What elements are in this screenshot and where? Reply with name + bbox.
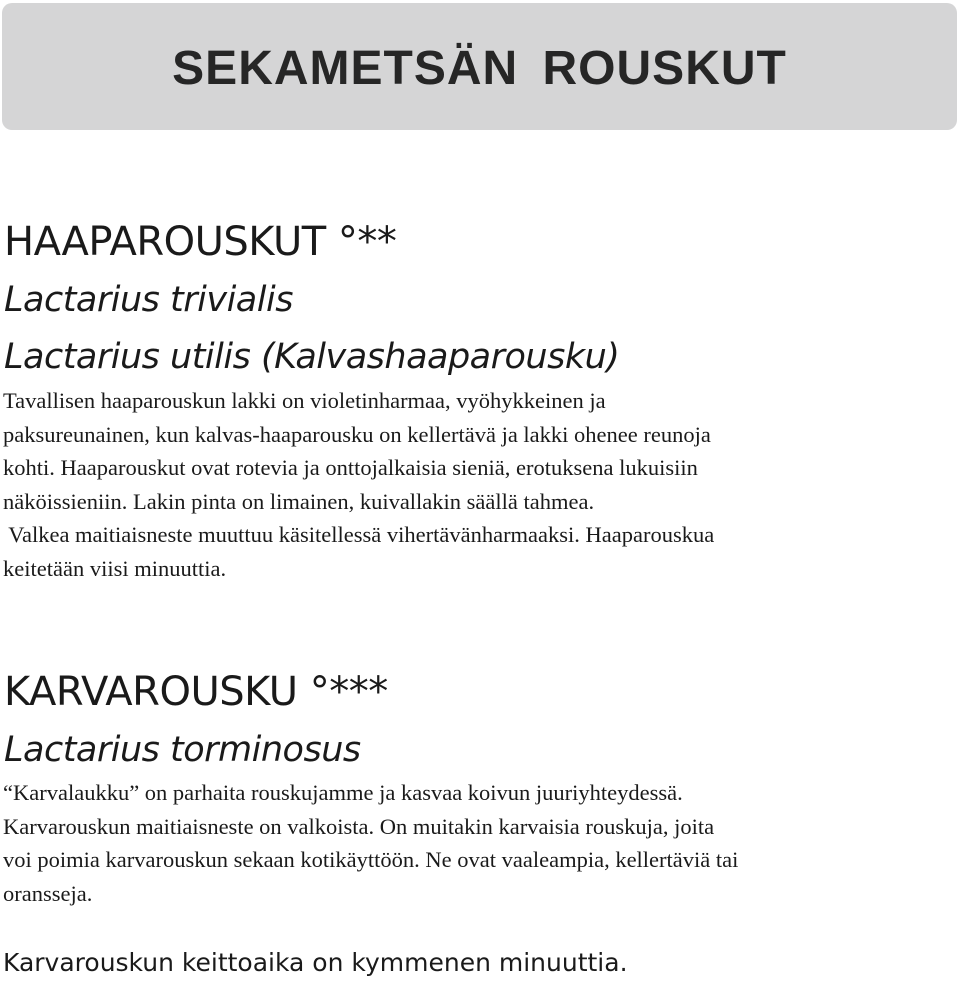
text-line: Valkea maitiaisneste muuttuu käsitellessä vihertävänharmaaksi. Haaparouskua xyxy=(3,522,715,548)
page-title: SEKAMETSÄN ROUSKUT xyxy=(172,42,787,95)
latin-name-trivialis: Lactarius trivialis xyxy=(4,280,293,320)
latin-name-torminosus: Lactarius torminosus xyxy=(4,730,361,770)
text-line: keitetään viisi minuuttia. xyxy=(3,555,227,581)
text-line: näköissieniin. Lakin pinta on limainen, kuivallakin säällä tahmea. xyxy=(3,488,595,514)
text-line: oransseja. xyxy=(3,880,93,906)
text-line: paksureunainen, kun kalvas-haaparousku on kellertävä ja lakki ohenee reunoja xyxy=(3,421,711,447)
latin-name-utilis: Lactarius utilis (Kalvashaaparousku) xyxy=(4,337,620,377)
text-line: Karvarouskun maitiaisneste on valkoista. On muitakin karvaisia rouskuja, joita xyxy=(3,813,715,839)
text-line: “Karvalaukku” on parhaita rouskujamme ja kasvaa koivun juuriyhteydessä. xyxy=(3,780,683,805)
section-heading-karvarousku: KARVAROUSKU °*** xyxy=(4,669,388,715)
text-line: voi poimia karvarouskun sekaan kotikäyttöön. Ne ovat vaaleampia, kellertäviä tai xyxy=(3,847,739,873)
haaparouskut-description xyxy=(3,384,958,586)
text-line: kohti. Haaparouskut ovat rotevia ja onttojalkaisia sieniä, erotuksena lukuisiin xyxy=(3,455,698,481)
cooking-time-note: Karvarouskun keittoaika on kymmenen minuuttia. xyxy=(3,948,628,977)
title-banner xyxy=(2,3,957,130)
section-heading-haaparouskut: HAAPAROUSKUT °** xyxy=(4,219,397,265)
karvarousku-description xyxy=(3,776,958,910)
text-line: Tavallisen haaparouskun lakki on violetinharmaa, vyöhykkeinen ja xyxy=(3,388,606,413)
